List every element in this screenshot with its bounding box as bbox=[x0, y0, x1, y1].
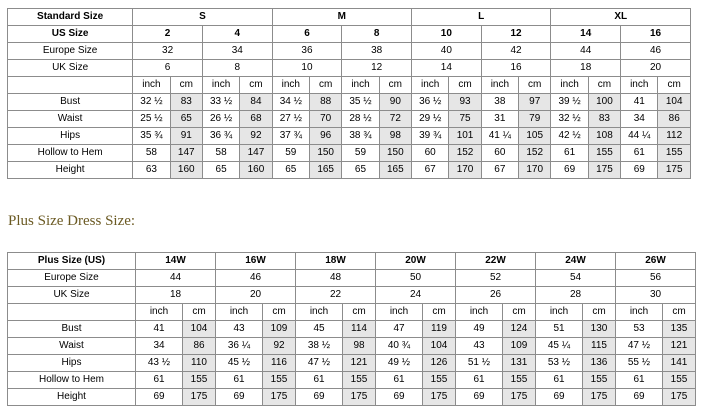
inch-value: 69 bbox=[216, 389, 263, 406]
cm-value: 79 bbox=[519, 111, 551, 128]
inch-value: 34 bbox=[136, 338, 183, 355]
unit-inch-header: inch bbox=[202, 77, 239, 94]
measurement-label: Hips bbox=[8, 355, 136, 372]
inch-value: 51 ½ bbox=[456, 355, 503, 372]
measurement-row bbox=[8, 94, 691, 111]
cm-value: 104 bbox=[183, 321, 216, 338]
inch-value: 43 ½ bbox=[136, 355, 183, 372]
cm-value: 155 bbox=[503, 372, 536, 389]
unit-inch-header: inch bbox=[616, 304, 663, 321]
europe-size-cell: 34 bbox=[202, 43, 272, 60]
us-size-cell: 12 bbox=[481, 26, 551, 43]
plus-us-size-cell: 24W bbox=[536, 253, 616, 270]
inch-value: 33 ½ bbox=[202, 94, 239, 111]
inch-value: 38 ½ bbox=[296, 338, 343, 355]
cm-value: 155 bbox=[588, 145, 620, 162]
unit-cm-header: cm bbox=[379, 77, 411, 94]
uk-size-cell: 20 bbox=[216, 287, 296, 304]
cm-value: 86 bbox=[183, 338, 216, 355]
inch-value: 63 bbox=[133, 162, 170, 179]
cm-value: 175 bbox=[183, 389, 216, 406]
inch-value: 61 bbox=[551, 145, 588, 162]
europe-size-cell: 54 bbox=[536, 270, 616, 287]
inch-value: 43 bbox=[216, 321, 263, 338]
inch-value: 41 bbox=[136, 321, 183, 338]
us-size-cell: 8 bbox=[342, 26, 412, 43]
inch-value: 29 ½ bbox=[412, 111, 449, 128]
measurement-row bbox=[8, 111, 691, 128]
inch-value: 55 ½ bbox=[616, 355, 663, 372]
inch-value: 69 bbox=[376, 389, 423, 406]
plus-measurement-row bbox=[8, 372, 696, 389]
measurement-label: Height bbox=[8, 162, 133, 179]
plus-unit-row bbox=[8, 304, 696, 321]
inch-value: 34 bbox=[621, 111, 658, 128]
cm-value: 83 bbox=[170, 94, 202, 111]
unit-row-label bbox=[8, 77, 133, 94]
cm-value: 83 bbox=[588, 111, 620, 128]
inch-value: 41 bbox=[621, 94, 658, 111]
cm-value: 68 bbox=[240, 111, 272, 128]
standard-size-table bbox=[7, 8, 691, 179]
us-size-row bbox=[8, 26, 691, 43]
inch-value: 69 bbox=[616, 389, 663, 406]
inch-value: 53 ½ bbox=[536, 355, 583, 372]
uk-size-cell: 14 bbox=[412, 60, 482, 77]
inch-value: 36 ¾ bbox=[202, 128, 239, 145]
cm-value: 170 bbox=[449, 162, 481, 179]
inch-value: 28 ½ bbox=[342, 111, 379, 128]
cm-value: 155 bbox=[423, 372, 456, 389]
cm-value: 141 bbox=[663, 355, 696, 372]
unit-cm-header: cm bbox=[658, 77, 691, 94]
cm-value: 160 bbox=[170, 162, 202, 179]
europe-size-label: Europe Size bbox=[8, 43, 133, 60]
cm-value: 101 bbox=[449, 128, 481, 145]
cm-value: 114 bbox=[343, 321, 376, 338]
us-size-cell: 10 bbox=[412, 26, 482, 43]
inch-value: 61 bbox=[296, 372, 343, 389]
inch-value: 69 bbox=[621, 162, 658, 179]
cm-value: 152 bbox=[449, 145, 481, 162]
inch-value: 31 bbox=[481, 111, 518, 128]
europe-size-label: Europe Size bbox=[8, 270, 136, 287]
inch-value: 43 bbox=[456, 338, 503, 355]
inch-value: 61 bbox=[536, 372, 583, 389]
inch-value: 65 bbox=[202, 162, 239, 179]
uk-size-cell: 26 bbox=[456, 287, 536, 304]
inch-value: 65 bbox=[342, 162, 379, 179]
unit-inch-header: inch bbox=[621, 77, 658, 94]
size-group-header: M bbox=[272, 9, 411, 26]
unit-inch-header: inch bbox=[536, 304, 583, 321]
plus-measurement-row bbox=[8, 355, 696, 372]
unit-inch-header: inch bbox=[133, 77, 170, 94]
cm-value: 175 bbox=[263, 389, 296, 406]
plus-us-size-cell: 18W bbox=[296, 253, 376, 270]
cm-value: 175 bbox=[663, 389, 696, 406]
cm-value: 75 bbox=[449, 111, 481, 128]
cm-value: 98 bbox=[379, 128, 411, 145]
us-size-cell: 14 bbox=[551, 26, 621, 43]
cm-value: 135 bbox=[663, 321, 696, 338]
inch-value: 59 bbox=[272, 145, 309, 162]
inch-value: 26 ½ bbox=[202, 111, 239, 128]
inch-value: 58 bbox=[133, 145, 170, 162]
inch-value: 41 ¼ bbox=[481, 128, 518, 145]
uk-size-cell: 16 bbox=[481, 60, 551, 77]
inch-value: 69 bbox=[536, 389, 583, 406]
uk-size-row bbox=[8, 60, 691, 77]
measurement-label: Hollow to Hem bbox=[8, 372, 136, 389]
plus-us-size-cell: 20W bbox=[376, 253, 456, 270]
cm-value: 98 bbox=[343, 338, 376, 355]
cm-value: 170 bbox=[519, 162, 551, 179]
inch-value: 53 bbox=[616, 321, 663, 338]
inch-value: 61 bbox=[376, 372, 423, 389]
plus-us-size-cell: 26W bbox=[616, 253, 696, 270]
measurement-row bbox=[8, 145, 691, 162]
cm-value: 97 bbox=[519, 94, 551, 111]
cm-value: 155 bbox=[658, 145, 691, 162]
unit-cm-header: cm bbox=[183, 304, 216, 321]
cm-value: 175 bbox=[423, 389, 456, 406]
us-size-cell: 16 bbox=[621, 26, 691, 43]
inch-value: 49 ½ bbox=[376, 355, 423, 372]
cm-value: 155 bbox=[263, 372, 296, 389]
cm-value: 165 bbox=[379, 162, 411, 179]
unit-inch-header: inch bbox=[481, 77, 518, 94]
measurement-label: Bust bbox=[8, 94, 133, 111]
inch-value: 37 ¾ bbox=[272, 128, 309, 145]
unit-cm-header: cm bbox=[310, 77, 342, 94]
unit-inch-header: inch bbox=[551, 77, 588, 94]
inch-value: 25 ½ bbox=[133, 111, 170, 128]
standard-size-header: Standard Size bbox=[8, 9, 133, 26]
inch-value: 61 bbox=[456, 372, 503, 389]
cm-value: 150 bbox=[310, 145, 342, 162]
europe-size-cell: 36 bbox=[272, 43, 342, 60]
inch-value: 42 ½ bbox=[551, 128, 588, 145]
size-group-header: XL bbox=[551, 9, 691, 26]
measurement-label: Bust bbox=[8, 321, 136, 338]
cm-value: 86 bbox=[658, 111, 691, 128]
inch-value: 69 bbox=[296, 389, 343, 406]
cm-value: 131 bbox=[503, 355, 536, 372]
inch-value: 51 bbox=[536, 321, 583, 338]
measurement-label: Hips bbox=[8, 128, 133, 145]
inch-value: 44 ¼ bbox=[621, 128, 658, 145]
cm-value: 92 bbox=[263, 338, 296, 355]
inch-value: 67 bbox=[481, 162, 518, 179]
cm-value: 155 bbox=[663, 372, 696, 389]
cm-value: 104 bbox=[658, 94, 691, 111]
inch-value: 60 bbox=[481, 145, 518, 162]
measurement-label: Waist bbox=[8, 338, 136, 355]
us-size-cell: 4 bbox=[202, 26, 272, 43]
cm-value: 104 bbox=[423, 338, 456, 355]
measurement-row bbox=[8, 162, 691, 179]
plus-size-table bbox=[7, 252, 696, 406]
cm-value: 109 bbox=[503, 338, 536, 355]
unit-cm-header: cm bbox=[449, 77, 481, 94]
uk-size-label: UK Size bbox=[8, 60, 133, 77]
measurement-row bbox=[8, 128, 691, 145]
inch-value: 36 ¼ bbox=[216, 338, 263, 355]
cm-value: 175 bbox=[588, 162, 620, 179]
europe-size-cell: 32 bbox=[133, 43, 203, 60]
unit-cm-header: cm bbox=[519, 77, 551, 94]
cm-value: 115 bbox=[583, 338, 616, 355]
us-size-cell: 6 bbox=[272, 26, 342, 43]
plus-measurement-row bbox=[8, 389, 696, 406]
europe-size-cell: 42 bbox=[481, 43, 551, 60]
inch-value: 34 ½ bbox=[272, 94, 309, 111]
inch-value: 67 bbox=[412, 162, 449, 179]
inch-value: 59 bbox=[342, 145, 379, 162]
us-size-label: US Size bbox=[8, 26, 133, 43]
inch-value: 69 bbox=[551, 162, 588, 179]
cm-value: 65 bbox=[170, 111, 202, 128]
plus-size-heading: Plus Size Dress Size: bbox=[8, 213, 136, 229]
unit-cm-header: cm bbox=[263, 304, 296, 321]
cm-value: 72 bbox=[379, 111, 411, 128]
cm-value: 88 bbox=[310, 94, 342, 111]
plus-us-size-row bbox=[8, 253, 696, 270]
unit-cm-header: cm bbox=[170, 77, 202, 94]
inch-value: 69 bbox=[456, 389, 503, 406]
cm-value: 119 bbox=[423, 321, 456, 338]
inch-value: 47 ½ bbox=[296, 355, 343, 372]
cm-value: 155 bbox=[583, 372, 616, 389]
cm-value: 100 bbox=[588, 94, 620, 111]
unit-inch-header: inch bbox=[412, 77, 449, 94]
cm-value: 70 bbox=[310, 111, 342, 128]
europe-size-row bbox=[8, 43, 691, 60]
cm-value: 147 bbox=[240, 145, 272, 162]
cm-value: 92 bbox=[240, 128, 272, 145]
cm-value: 175 bbox=[503, 389, 536, 406]
cm-value: 175 bbox=[343, 389, 376, 406]
measurement-label: Waist bbox=[8, 111, 133, 128]
unit-inch-header: inch bbox=[456, 304, 503, 321]
inch-value: 61 bbox=[621, 145, 658, 162]
inch-value: 39 ¾ bbox=[412, 128, 449, 145]
unit-cm-header: cm bbox=[663, 304, 696, 321]
cm-value: 165 bbox=[310, 162, 342, 179]
unit-inch-header: inch bbox=[216, 304, 263, 321]
uk-size-cell: 28 bbox=[536, 287, 616, 304]
size-group-row bbox=[8, 9, 691, 26]
unit-cm-header: cm bbox=[423, 304, 456, 321]
inch-value: 65 bbox=[272, 162, 309, 179]
inch-value: 47 bbox=[376, 321, 423, 338]
cm-value: 84 bbox=[240, 94, 272, 111]
uk-size-cell: 22 bbox=[296, 287, 376, 304]
cm-value: 109 bbox=[263, 321, 296, 338]
europe-size-cell: 48 bbox=[296, 270, 376, 287]
uk-size-cell: 20 bbox=[621, 60, 691, 77]
plus-us-size-cell: 14W bbox=[136, 253, 216, 270]
unit-cm-header: cm bbox=[240, 77, 272, 94]
inch-value: 58 bbox=[202, 145, 239, 162]
size-group-header: L bbox=[412, 9, 551, 26]
europe-size-cell: 44 bbox=[551, 43, 621, 60]
uk-size-cell: 30 bbox=[616, 287, 696, 304]
unit-inch-header: inch bbox=[272, 77, 309, 94]
cm-value: 121 bbox=[663, 338, 696, 355]
unit-cm-header: cm bbox=[588, 77, 620, 94]
europe-size-cell: 56 bbox=[616, 270, 696, 287]
cm-value: 155 bbox=[343, 372, 376, 389]
plus-uk-size-row bbox=[8, 287, 696, 304]
cm-value: 152 bbox=[519, 145, 551, 162]
inch-value: 60 bbox=[412, 145, 449, 162]
cm-value: 108 bbox=[588, 128, 620, 145]
cm-value: 150 bbox=[379, 145, 411, 162]
europe-size-cell: 44 bbox=[136, 270, 216, 287]
size-group-header: S bbox=[133, 9, 272, 26]
unit-row-label bbox=[8, 304, 136, 321]
plus-europe-size-row bbox=[8, 270, 696, 287]
inch-value: 47 ½ bbox=[616, 338, 663, 355]
cm-value: 91 bbox=[170, 128, 202, 145]
uk-size-cell: 6 bbox=[133, 60, 203, 77]
unit-cm-header: cm bbox=[583, 304, 616, 321]
cm-value: 147 bbox=[170, 145, 202, 162]
inch-value: 69 bbox=[136, 389, 183, 406]
plus-us-size-cell: 16W bbox=[216, 253, 296, 270]
cm-value: 116 bbox=[263, 355, 296, 372]
uk-size-cell: 24 bbox=[376, 287, 456, 304]
europe-size-cell: 50 bbox=[376, 270, 456, 287]
uk-size-cell: 18 bbox=[136, 287, 216, 304]
uk-size-cell: 12 bbox=[342, 60, 412, 77]
uk-size-cell: 18 bbox=[551, 60, 621, 77]
measurement-label: Height bbox=[8, 389, 136, 406]
cm-value: 105 bbox=[519, 128, 551, 145]
inch-value: 45 ½ bbox=[216, 355, 263, 372]
unit-inch-header: inch bbox=[136, 304, 183, 321]
cm-value: 155 bbox=[183, 372, 216, 389]
inch-value: 38 bbox=[481, 94, 518, 111]
unit-cm-header: cm bbox=[503, 304, 536, 321]
inch-value: 35 ¾ bbox=[133, 128, 170, 145]
cm-value: 121 bbox=[343, 355, 376, 372]
cm-value: 90 bbox=[379, 94, 411, 111]
cm-value: 175 bbox=[658, 162, 691, 179]
plus-measurement-row bbox=[8, 321, 696, 338]
cm-value: 136 bbox=[583, 355, 616, 372]
cm-value: 130 bbox=[583, 321, 616, 338]
cm-value: 160 bbox=[240, 162, 272, 179]
inch-value: 61 bbox=[216, 372, 263, 389]
inch-value: 45 ¼ bbox=[536, 338, 583, 355]
unit-inch-header: inch bbox=[342, 77, 379, 94]
uk-size-cell: 8 bbox=[202, 60, 272, 77]
plus-size-header: Plus Size (US) bbox=[8, 253, 136, 270]
cm-value: 124 bbox=[503, 321, 536, 338]
inch-value: 39 ½ bbox=[551, 94, 588, 111]
plus-measurement-row bbox=[8, 338, 696, 355]
europe-size-cell: 46 bbox=[621, 43, 691, 60]
inch-value: 61 bbox=[616, 372, 663, 389]
cm-value: 126 bbox=[423, 355, 456, 372]
unit-inch-header: inch bbox=[296, 304, 343, 321]
inch-value: 32 ½ bbox=[133, 94, 170, 111]
inch-value: 45 bbox=[296, 321, 343, 338]
us-size-cell: 2 bbox=[133, 26, 203, 43]
europe-size-cell: 46 bbox=[216, 270, 296, 287]
inch-value: 36 ½ bbox=[412, 94, 449, 111]
cm-value: 175 bbox=[583, 389, 616, 406]
europe-size-cell: 38 bbox=[342, 43, 412, 60]
measurement-label: Hollow to Hem bbox=[8, 145, 133, 162]
inch-value: 49 bbox=[456, 321, 503, 338]
europe-size-cell: 52 bbox=[456, 270, 536, 287]
cm-value: 96 bbox=[310, 128, 342, 145]
inch-value: 27 ½ bbox=[272, 111, 309, 128]
europe-size-cell: 40 bbox=[412, 43, 482, 60]
inch-value: 35 ½ bbox=[342, 94, 379, 111]
unit-cm-header: cm bbox=[343, 304, 376, 321]
inch-value: 32 ½ bbox=[551, 111, 588, 128]
unit-inch-header: inch bbox=[376, 304, 423, 321]
cm-value: 93 bbox=[449, 94, 481, 111]
inch-value: 61 bbox=[136, 372, 183, 389]
inch-value: 40 ¾ bbox=[376, 338, 423, 355]
uk-size-label: UK Size bbox=[8, 287, 136, 304]
cm-value: 112 bbox=[658, 128, 691, 145]
cm-value: 110 bbox=[183, 355, 216, 372]
inch-value: 38 ¾ bbox=[342, 128, 379, 145]
unit-row bbox=[8, 77, 691, 94]
uk-size-cell: 10 bbox=[272, 60, 342, 77]
plus-us-size-cell: 22W bbox=[456, 253, 536, 270]
